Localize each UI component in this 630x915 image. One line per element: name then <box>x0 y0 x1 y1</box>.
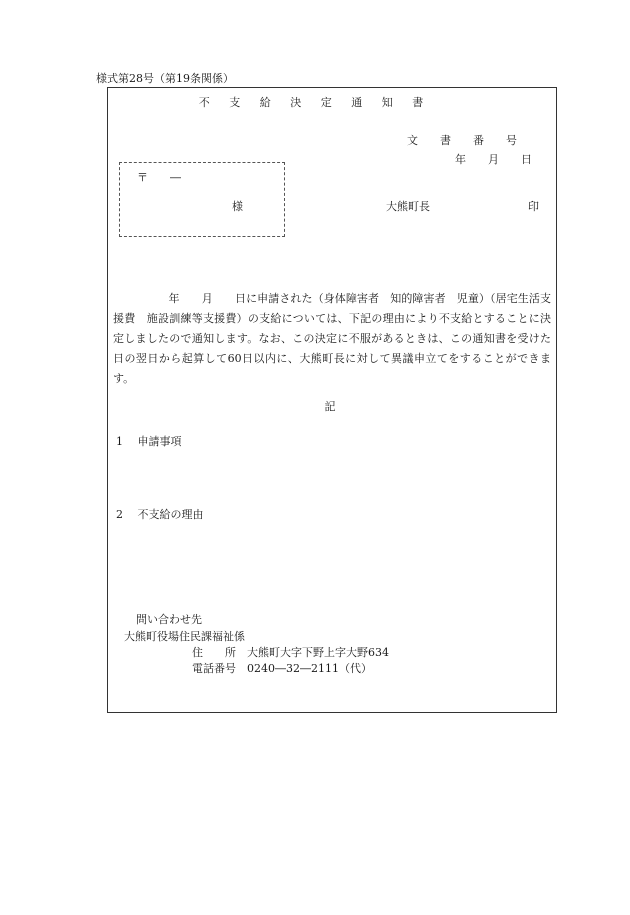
ki-heading: 記 <box>324 400 336 413</box>
item-reason: 2 不支給の理由 <box>116 508 204 521</box>
issuer-name: 大熊町長 <box>386 200 430 213</box>
document-number-label: 文 書 番 号 <box>407 134 517 147</box>
form-number: 様式第28号（第19条関係） <box>96 72 234 85</box>
contact-heading: 問い合わせ先 <box>136 613 202 626</box>
seal-mark: 印 <box>528 200 539 213</box>
addressee-suffix: 様 <box>232 200 243 213</box>
notice-body <box>113 289 551 389</box>
contact-address: 住 所 大熊町大字下野上字大野634 <box>192 646 389 659</box>
contact-telephone: 電話番号 0240―32―2111（代） <box>192 662 372 675</box>
postal-code-mark: 〒 ― <box>137 171 181 184</box>
contact-department: 大熊町役場住民課福祉係 <box>124 630 245 643</box>
document-title: 不 支 給 決 定 通 知 書 <box>198 96 432 109</box>
notice-body-text: 年 月 日に申請された（身体障害者 知的障害者 児童）（居宅生活支援費 施設訓練等支援費）の支給については、下記の理由により不支給とすることに決定しましたので通知します。なお、この決定に不服があるときは、この通知書を受けた日の翌日から起算して60日以内に、大熊町長に対して異議申立てをすることができます。 <box>113 292 551 385</box>
item-application: 1 申請事項 <box>116 435 182 448</box>
document-date-label: 年 月 日 <box>455 153 532 166</box>
